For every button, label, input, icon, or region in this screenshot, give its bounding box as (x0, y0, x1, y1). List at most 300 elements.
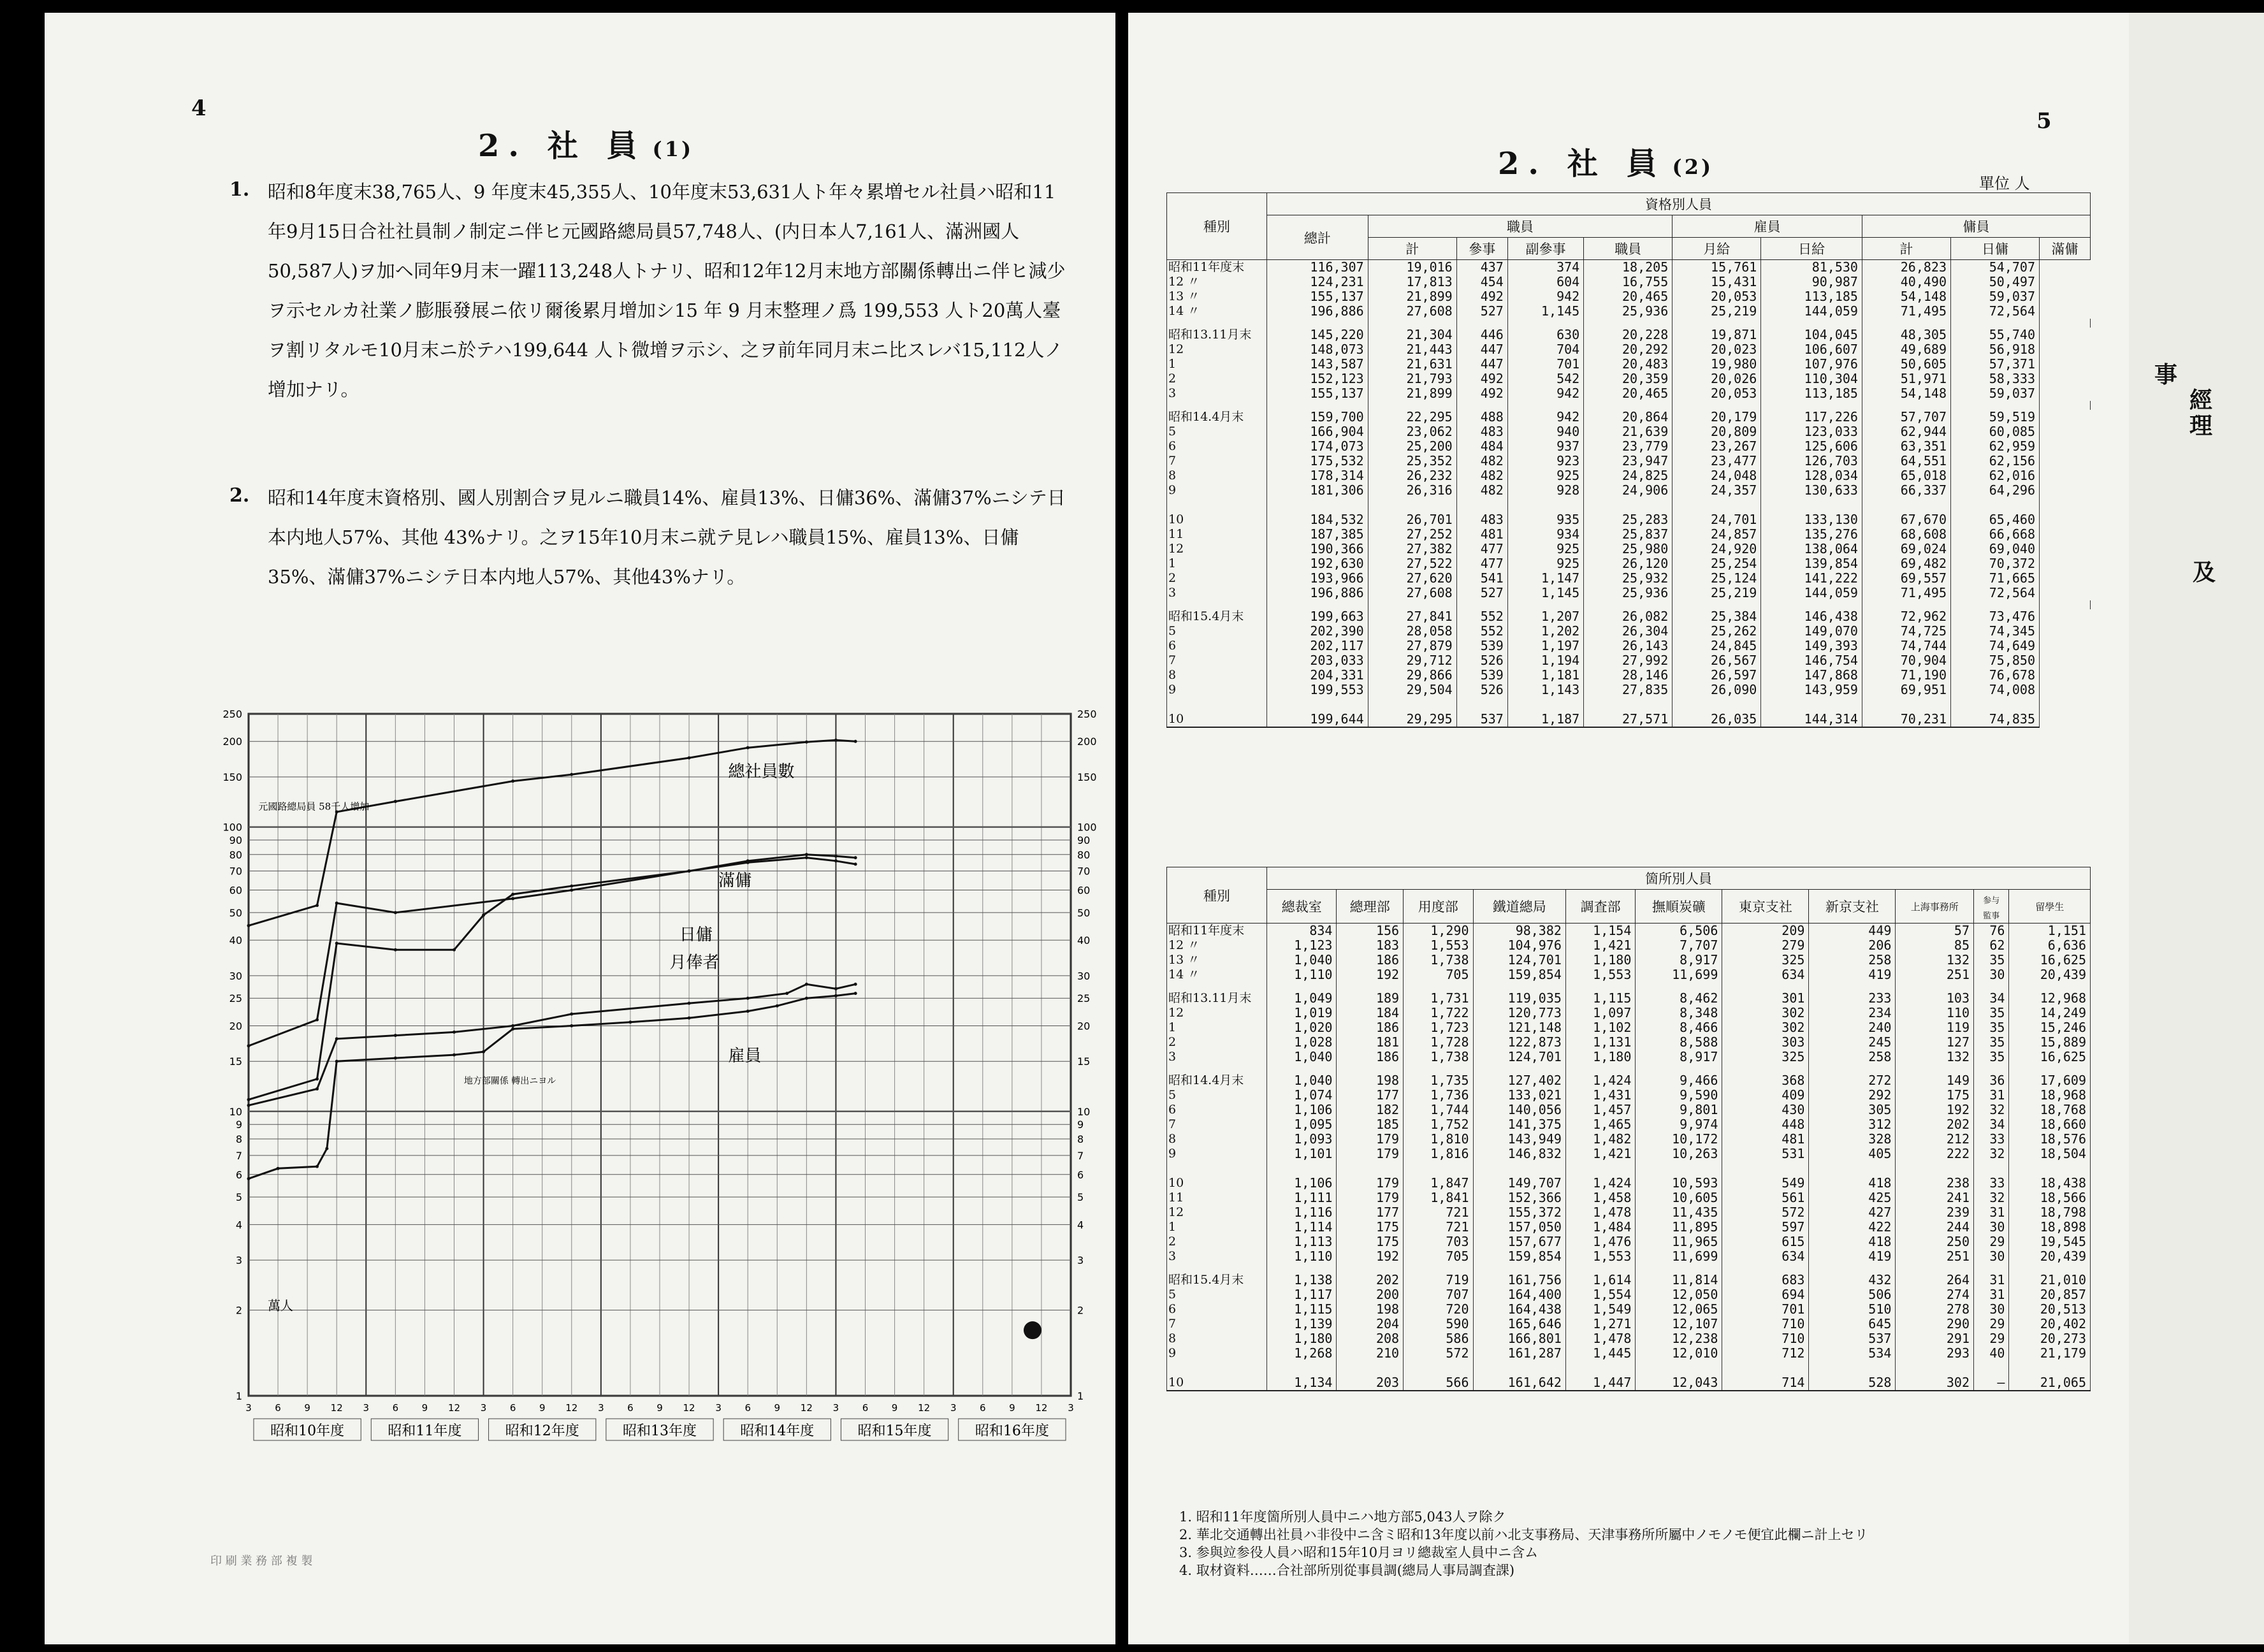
series-point (854, 740, 857, 743)
table-cell: 1,110 (1267, 967, 1337, 982)
paragraph-1: 昭和8年度末38,765人、9 年度末45,355人、10年度末53,631人ト年々累増セル社員ハ昭和11年9月15日合社社員制ノ制定ニ伴ヒ元國路總局員57,748人、(内日本人7,161人、滿洲國人50,587人)ヲ加ヘ同年9月末一躍113,248人トナリ、昭和12年12月末地方部關係轉出ニ伴ヒ減少ヲ示セルカ社業ノ膨脹發展ニ依リ爾後累月增加シ15 年 9 月末整理ノ爲 199,553 人ト20萬人臺ヲ割リタルモ10月末ニ於テハ199,644 人ト微增ヲ示シ、之ヲ前年同月末ニ比スレバ15,112人ノ增加ナリ。 (268, 181, 1066, 400)
table-cell: 528 (1809, 1375, 1896, 1391)
table-cell: 541 (1456, 571, 1507, 586)
table-cell: 138,064 (1761, 542, 1862, 556)
table-cell: 925 (1507, 468, 1583, 483)
table-cell (1974, 1161, 2009, 1176)
right-page-title (1498, 139, 1713, 183)
table-cell: 141,222 (1761, 571, 1862, 586)
gap-cell (2009, 1064, 2091, 1073)
table-cell: 29,295 (1368, 712, 1456, 727)
table-row (1167, 483, 2091, 498)
table-cell: 113,185 (1761, 386, 1862, 401)
gap-cell (1950, 600, 2039, 609)
table-cell: 178,314 (1267, 468, 1368, 483)
row-label: 1 (1167, 556, 1267, 571)
table-cell: 17,609 (2009, 1073, 2091, 1088)
table-cell: 8,917 (1636, 953, 1722, 967)
table-cell: 24,845 (1673, 639, 1761, 653)
gap-cell (1368, 319, 1456, 328)
table-row (1167, 439, 2091, 454)
series-point (746, 746, 750, 750)
table-cell: 104,045 (1761, 328, 1862, 342)
series-point (394, 1057, 397, 1060)
table-row (1167, 1331, 2091, 1346)
table-cell (1862, 697, 1950, 712)
x-month-label: 3 (715, 1402, 722, 1414)
table-cell: 21,443 (1368, 342, 1456, 357)
table-cell: 925 (1507, 542, 1583, 556)
x-month-label: 3 (832, 1402, 839, 1414)
series-point (316, 1018, 319, 1022)
x-month-label: 3 (245, 1402, 252, 1414)
table-cell: 128,034 (1761, 468, 1862, 483)
table-cell: 305 (1809, 1103, 1896, 1117)
table-row (1167, 1361, 2091, 1375)
series-point (570, 1012, 573, 1015)
table-cell: 20,292 (1584, 342, 1673, 357)
table-cell: 25,837 (1584, 527, 1673, 542)
y-tick-label-left: 50 (229, 906, 242, 919)
table-cell: 59,037 (1950, 289, 2039, 304)
row-label: 2 (1167, 372, 1267, 386)
x-year-label: 昭和13年度 (623, 1423, 697, 1439)
y-tick-label-left: 150 (222, 771, 242, 783)
t2-header-type: 種別 (1167, 867, 1267, 924)
table-cell: 1,040 (1267, 953, 1337, 967)
row-label: 昭和15.4月末 (1167, 1273, 1267, 1287)
paragraph-2-number: 2. (229, 484, 250, 507)
table-cell: 70,372 (1950, 556, 2039, 571)
x-year-label: 昭和10年度 (270, 1423, 345, 1439)
table-cell: 18,968 (2009, 1088, 2091, 1103)
table-cell: 1,431 (1565, 1088, 1635, 1103)
y-tick-label-right: 6 (1077, 1168, 1084, 1181)
x-month-label: 9 (304, 1402, 310, 1414)
table-cell (1267, 697, 1368, 712)
table-cell: 62 (1974, 938, 2009, 953)
y-tick-label-right: 50 (1077, 906, 1091, 919)
y-tick-label-left: 30 (229, 969, 242, 982)
table-cell: 21,010 (2009, 1273, 2091, 1287)
table-cell: 152,366 (1473, 1191, 1565, 1205)
table-cell: 278 (1896, 1302, 1974, 1317)
table-cell: 239 (1896, 1205, 1974, 1220)
gap-cell (1565, 982, 1635, 991)
table-cell: 590 (1404, 1317, 1473, 1331)
table-cell: 325 (1722, 1050, 1809, 1064)
t2-subheader: 總裁室 (1267, 890, 1337, 924)
table-cell: 1,744 (1404, 1103, 1473, 1117)
y-tick-label-left: 4 (235, 1219, 242, 1231)
table-row (1167, 1073, 2091, 1088)
annotation-2: 地方部關係 轉出ニヨル (463, 1076, 556, 1087)
y-tick-label-left: 80 (229, 848, 242, 861)
gap-cell (1368, 600, 1456, 609)
table-cell: 27,608 (1368, 586, 1456, 600)
table-cell: 18,566 (2009, 1191, 2091, 1205)
gap-cell (1673, 401, 1761, 410)
gap-cell (1636, 1064, 1722, 1073)
series-point (316, 1077, 319, 1080)
x-month-label: 6 (980, 1402, 986, 1414)
table-cell: 20,857 (2009, 1287, 2091, 1302)
y-tick-label-right: 40 (1077, 934, 1091, 947)
row-label: 8 (1167, 1132, 1267, 1147)
series-point (834, 859, 838, 862)
gap-cell (1404, 1064, 1473, 1073)
y-tick-label-left: 200 (222, 735, 242, 748)
table-cell: 1,040 (1267, 1050, 1337, 1064)
x-month-label: 3 (950, 1402, 957, 1414)
table-cell: 20,053 (1673, 386, 1761, 401)
table-row (1167, 1176, 2091, 1191)
table-cell: 1,268 (1267, 1346, 1337, 1361)
table-cell: 59,037 (1950, 386, 2039, 401)
table-cell: 65,018 (1862, 468, 1950, 483)
right-page (1128, 13, 2129, 1644)
gap-cell (1337, 982, 1404, 991)
table-cell: 35 (1974, 1020, 2009, 1035)
table-cell (1896, 1361, 1974, 1375)
row-label: 10 (1167, 1375, 1267, 1391)
table-cell: 192 (1896, 1103, 1974, 1117)
table-cell: 542 (1507, 372, 1583, 386)
table-cell: 149,393 (1761, 639, 1862, 653)
gap-cell (1267, 401, 1368, 410)
table-cell: 258 (1809, 953, 1896, 967)
table-cell: 1,102 (1565, 1020, 1635, 1035)
table-cell: 940 (1507, 424, 1583, 439)
table-cell: 25,980 (1584, 542, 1673, 556)
table-cell: 57 (1896, 924, 1974, 939)
series-point (746, 861, 750, 864)
gap-cell (1167, 1064, 1267, 1073)
table-cell: 1,424 (1565, 1176, 1635, 1191)
gap-cell (1473, 1064, 1565, 1073)
table-cell: 446 (1456, 328, 1507, 342)
table-cell: 125,606 (1761, 439, 1862, 454)
table-row (1167, 924, 2091, 939)
y-tick-label-left: 90 (229, 834, 242, 846)
table-cell: 721 (1404, 1220, 1473, 1235)
table-cell: 537 (1456, 712, 1507, 727)
table-cell: 21,793 (1368, 372, 1456, 386)
table-cell: 25,352 (1368, 454, 1456, 468)
table-cell (1761, 498, 1862, 512)
table-cell: 937 (1507, 439, 1583, 454)
series-point (854, 862, 857, 866)
table-cell: 161,642 (1473, 1375, 1565, 1391)
table-cell: 181 (1337, 1035, 1404, 1050)
table-cell: 58,333 (1950, 372, 2039, 386)
row-label: 3 (1167, 586, 1267, 600)
y-tick-label-right: 200 (1077, 735, 1097, 748)
t1-subheader: 日給 (1761, 238, 1862, 260)
table-cell: 477 (1456, 542, 1507, 556)
y-tick-label-left: 5 (235, 1191, 242, 1204)
table-cell: 419 (1809, 967, 1896, 982)
table-cell: 16,625 (2009, 953, 2091, 967)
table-cell: 834 (1267, 924, 1337, 939)
paragraph-2: 昭和14年度末資格別、國人別割合ヲ見ルニ職員14%、雇員13%、日傭36%、滿傭37%ニシテ日本内地人57%、其他 43%ナリ。之ヲ15年10月末ニ就テ見レハ職員15%、雇員13%、日傭35%、滿傭37%ニシテ日本内地人57%、其他43%ナリ。 (268, 487, 1066, 588)
series-point (394, 800, 397, 803)
table-cell (1809, 1361, 1896, 1375)
series-point (325, 1147, 328, 1150)
table-cell: 425 (1809, 1191, 1896, 1205)
table-cell: 1,553 (1404, 938, 1473, 953)
table-cell (1267, 498, 1368, 512)
table-cell: 10,172 (1636, 1132, 1722, 1147)
table-row (1167, 512, 2091, 527)
table-cell: 179 (1337, 1147, 1404, 1161)
table-cell: 143,949 (1473, 1132, 1565, 1147)
series-point (854, 983, 857, 986)
table-cell: 11,895 (1636, 1220, 1722, 1235)
row-label: 7 (1167, 454, 1267, 468)
table-cell: 20,023 (1673, 342, 1761, 357)
gap-cell (1862, 401, 1950, 410)
footnote: 3. 参與竝参役人員ハ昭和15年10月ヨリ總裁室人員中ニ含ム (1179, 1545, 1539, 1560)
table-cell (1896, 1161, 1974, 1176)
table-cell: 74,649 (1950, 639, 2039, 653)
gap-cell (1167, 1264, 1267, 1273)
table-cell: 21,179 (2009, 1346, 2091, 1361)
table-cell: 66,668 (1950, 527, 2039, 542)
t2-subheader: 調査部 (1565, 890, 1635, 924)
table-row (1167, 1088, 2091, 1103)
table-cell: 7,707 (1636, 938, 1722, 953)
table-cell: 301 (1722, 991, 1809, 1006)
gap-cell (1473, 982, 1565, 991)
tab-char-1: 經 (2189, 387, 2213, 414)
table-cell: 20,513 (2009, 1302, 2091, 1317)
unit-label: 單位 人 (1979, 175, 2030, 192)
t1-subheader: 滿傭 (2040, 238, 2091, 260)
row-label: 12 〃 (1167, 275, 1267, 289)
table-cell: 18,205 (1584, 260, 1673, 275)
table-cell: 27,992 (1584, 653, 1673, 668)
table-cell: 71,190 (1862, 668, 1950, 683)
table-cell: 539 (1456, 668, 1507, 683)
table-cell: 59,519 (1950, 410, 2039, 424)
x-month-label: 3 (1068, 1402, 1074, 1414)
qualification-table (1166, 192, 2091, 728)
table-cell: 1,123 (1267, 938, 1337, 953)
table-cell: 20,864 (1584, 410, 1673, 424)
table-cell (1456, 697, 1507, 712)
table-cell: 159,700 (1267, 410, 1368, 424)
table-cell: 707 (1404, 1287, 1473, 1302)
t1-subheader: 副參事 (1507, 238, 1583, 260)
table-cell: 24,701 (1673, 512, 1761, 527)
table-cell: 12,050 (1636, 1287, 1722, 1302)
table-row (1167, 527, 2091, 542)
table-cell: 71,665 (1950, 571, 2039, 586)
table-cell: 33 (1974, 1132, 2009, 1147)
series-point (511, 779, 514, 783)
table-cell: 23,947 (1584, 454, 1673, 468)
table-cell: 106,607 (1761, 342, 1862, 357)
table-cell: 60,085 (1950, 424, 2039, 439)
table-cell: 50,497 (1950, 275, 2039, 289)
table-cell: 54,148 (1862, 386, 1950, 401)
table-cell: 120,773 (1473, 1006, 1565, 1020)
table-cell: 199,644 (1267, 712, 1368, 727)
gap-cell (1809, 982, 1896, 991)
series-point (805, 997, 808, 1000)
gap-cell (2040, 319, 2091, 328)
table-row (1167, 1375, 2091, 1391)
table-cell: 29,712 (1368, 653, 1456, 668)
table-cell: 8,466 (1636, 1020, 1722, 1035)
row-label: 昭和14.4月末 (1167, 410, 1267, 424)
table-cell: 942 (1507, 410, 1583, 424)
y-tick-label-left: 1 (235, 1390, 242, 1402)
table-cell: 145,220 (1267, 328, 1368, 342)
x-month-label: 6 (744, 1402, 751, 1414)
table-cell: 527 (1456, 586, 1507, 600)
table-cell: 531 (1722, 1147, 1809, 1161)
table-cell: 31 (1974, 1273, 2009, 1287)
table-row (1167, 1020, 2091, 1035)
table-row (1167, 697, 2091, 712)
row-label: 2 (1167, 571, 1267, 586)
table-cell: 26,090 (1673, 683, 1761, 697)
table-row (1167, 1302, 2091, 1317)
table-row (1167, 991, 2091, 1006)
table-cell: 19,545 (2009, 1235, 2091, 1249)
table-row (1167, 1287, 2091, 1302)
table-cell: 1,816 (1404, 1147, 1473, 1161)
table-cell: 572 (1722, 1205, 1809, 1220)
row-label: 昭和11年度末 (1167, 260, 1267, 275)
table-cell: 184,532 (1267, 512, 1368, 527)
row-label: 8 (1167, 668, 1267, 683)
y-tick-label-left: 9 (235, 1119, 242, 1131)
table-cell: 1,290 (1404, 924, 1473, 939)
table-cell: 186 (1337, 1020, 1404, 1035)
table-cell: 483 (1456, 424, 1507, 439)
table-cell: 19,980 (1673, 357, 1761, 372)
table-cell: 69,557 (1862, 571, 1950, 586)
table-cell: 29 (1974, 1331, 2009, 1346)
series-point (570, 1024, 573, 1027)
table-cell: 24,048 (1673, 468, 1761, 483)
table-cell (1456, 498, 1507, 512)
table-cell: 1,114 (1267, 1220, 1337, 1235)
footnote: 1. 昭和11年度箇所別人員中ニハ地方部5,043人ヲ除ク (1179, 1509, 1506, 1525)
table-row (1167, 624, 2091, 639)
table-cell: 122,873 (1473, 1035, 1565, 1050)
gap-cell (1862, 319, 1950, 328)
series-label: 雇員 (728, 1047, 762, 1066)
table-cell: 1,194 (1507, 653, 1583, 668)
table-gap (1167, 1064, 2091, 1073)
table-row (1167, 1161, 2091, 1176)
y-tick-label-left: 2 (235, 1304, 242, 1317)
series-point (511, 897, 514, 900)
table-cell: 9,590 (1636, 1088, 1722, 1103)
table-cell: 148,073 (1267, 342, 1368, 357)
tab-char-3: 及 (2193, 559, 2216, 586)
series-label: 滿傭 (718, 871, 752, 891)
table-cell: 69,951 (1862, 683, 1950, 697)
table-cell: 705 (1404, 1249, 1473, 1264)
row-label: 6 (1167, 439, 1267, 454)
gap-cell (1167, 319, 1267, 328)
table-cell: 20,179 (1673, 410, 1761, 424)
table-row (1167, 1346, 2091, 1361)
table-cell: 198 (1337, 1302, 1404, 1317)
row-label: 12 (1167, 342, 1267, 357)
table-row (1167, 1132, 2091, 1147)
row-label: 6 (1167, 1103, 1267, 1117)
table-cell: 18,576 (2009, 1132, 2091, 1147)
table-cell: 1,841 (1404, 1191, 1473, 1205)
x-month-label: 3 (363, 1402, 370, 1414)
table-row (1167, 938, 2091, 953)
table-cell: 481 (1722, 1132, 1809, 1147)
table-cell: 8,588 (1636, 1035, 1722, 1050)
page-number-right: 5 (2036, 108, 2052, 134)
series-point (805, 741, 808, 744)
series-point (834, 855, 838, 858)
table-cell: 103 (1896, 991, 1974, 1006)
series-point (335, 1060, 338, 1063)
row-label: 2 (1167, 1035, 1267, 1050)
y-tick-label-right: 7 (1077, 1149, 1084, 1162)
series-point (746, 997, 750, 1000)
y-axis-unit: 萬人 (268, 1298, 293, 1314)
table-cell: 566 (1404, 1375, 1473, 1391)
series-point (805, 856, 808, 859)
table-row (1167, 1191, 2091, 1205)
row-label: 8 (1167, 1331, 1267, 1346)
table-cell: 12,010 (1636, 1346, 1722, 1361)
table-cell: 604 (1507, 275, 1583, 289)
table-cell: 615 (1722, 1235, 1809, 1249)
y-tick-label-left: 15 (229, 1055, 242, 1068)
table-cell: 152,123 (1267, 372, 1368, 386)
series-label: 總社員數 (728, 762, 795, 781)
table-cell: 202 (1337, 1273, 1404, 1287)
gap-cell (1473, 1264, 1565, 1273)
series-point (394, 1034, 397, 1037)
row-label: 12 (1167, 542, 1267, 556)
table-cell: 1,476 (1565, 1235, 1635, 1249)
table-cell (1267, 1161, 1337, 1176)
table-cell: 200 (1337, 1287, 1404, 1302)
table-cell: 30 (1974, 967, 2009, 982)
table-cell: 484 (1456, 439, 1507, 454)
t1-subheader: 職員 (1584, 238, 1673, 260)
table-gap (1167, 401, 2091, 410)
table-row (1167, 1035, 2091, 1050)
series-point (570, 773, 573, 776)
table-gap (1167, 1264, 2091, 1273)
row-label: 12 〃 (1167, 938, 1267, 953)
y-tick-label-right: 150 (1077, 771, 1097, 783)
gap-cell (2009, 982, 2091, 991)
y-tick-label-right: 80 (1077, 848, 1091, 861)
table-cell: 31 (1974, 1287, 2009, 1302)
table-cell: 714 (1722, 1375, 1809, 1391)
table-cell: 701 (1722, 1302, 1809, 1317)
gap-cell (1267, 1064, 1337, 1073)
table-cell: 26,120 (1584, 556, 1673, 571)
table-cell: 597 (1722, 1220, 1809, 1235)
